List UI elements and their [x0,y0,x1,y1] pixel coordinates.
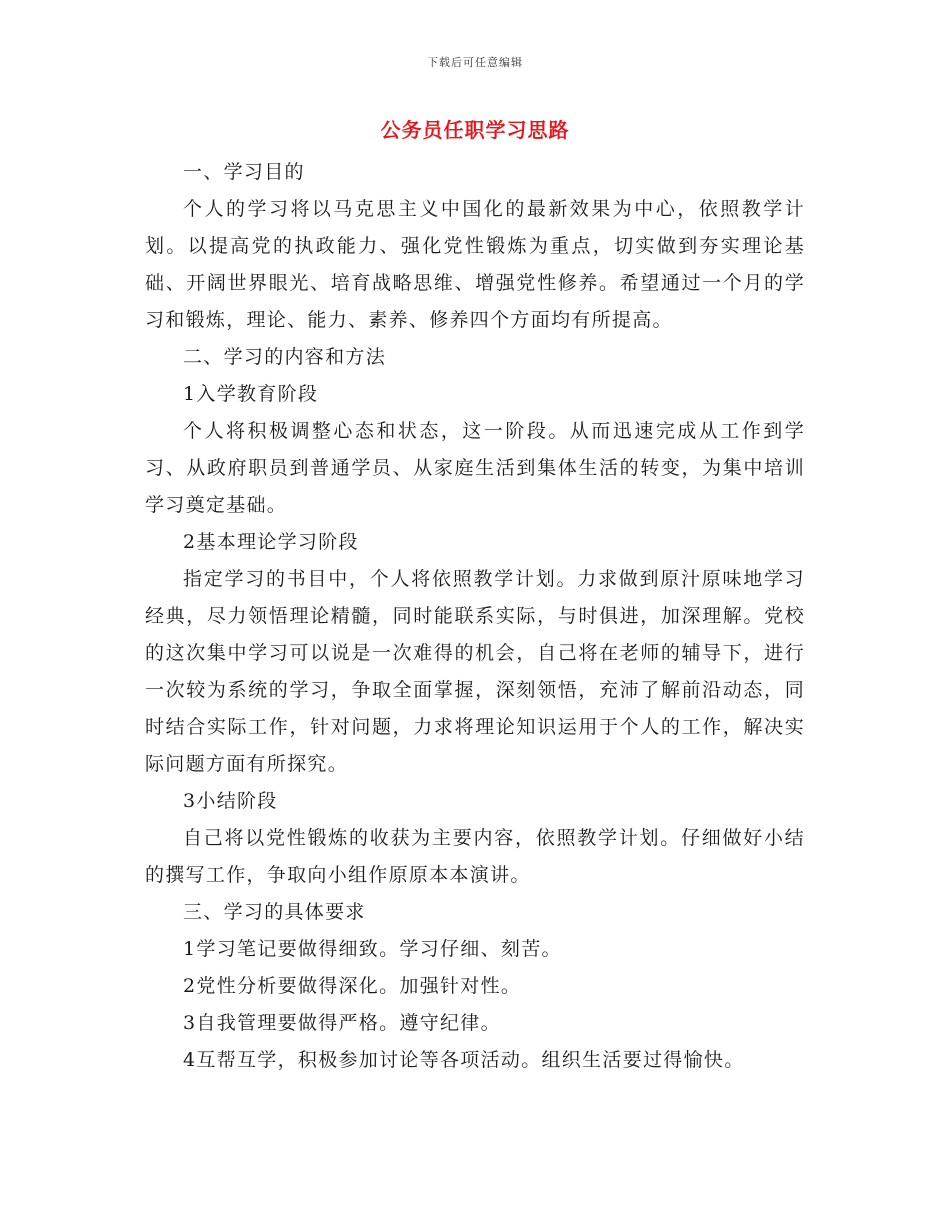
requirement-item-4: 4互帮互学，积极参加讨论等各项活动。组织生活要过得愉快。 [183,1049,745,1071]
subheading-stage-1: 1入学教育阶段 [183,383,319,405]
document-body [145,154,805,1079]
document-title: 公务员任职学习思路 [380,118,570,142]
section-heading-purpose: 一、学习目的 [183,161,305,183]
subheading-stage-3: 3小结阶段 [183,790,278,812]
subheading-stage-2: 2基本理论学习阶段 [183,531,359,553]
header-note: 下载后可任意编辑 [427,56,523,69]
requirement-item-3: 3自我管理要做得严格。遵守纪律。 [183,1012,501,1034]
requirement-item-1: 1学习笔记要做得细致。学习仔细、刻苦。 [183,938,562,960]
paragraph-stage-3: 自己将以党性锻炼的收获为主要内容，依照教学计划。仔细做好小结的撰写工作，争取向小组作原原本本演讲。 [145,827,805,886]
paragraph-stage-2: 指定学习的书目中，个人将依照教学计划。力求做到原汁原味地学习经典，尽力领悟理论精髓，同时能联系实际，与时俱进，加深理解。党校的这次集中学习可以说是一次难得的机会，自己将在老师的辅导下，进行一次较为系统的学习，争取全面掌握，深刻领悟，充沛了解前沿动态，同时结合实际工作，针对问题，力求将理论知识运用于个人的工作，解决实际问题方面有所探究。 [145,568,805,775]
paragraph-stage-1: 个人将积极调整心态和状态，这一阶段。从而迅速完成从工作到学习、从政府职员到普通学员、从家庭生活到集体生活的转变，为集中培训学习奠定基础。 [145,420,805,516]
paragraph-purpose: 个人的学习将以马克思主义中国化的最新效果为中心，依照教学计划。以提高党的执政能力、强化党性锻炼为重点，切实做到夯实理论基础、开阔世界眼光、培育战略思维、增强党性修养。希望通过一个月的学习和锻炼，理论、能力、素养、修养四个方面均有所提高。 [145,198,805,331]
section-heading-requirements: 三、学习的具体要求 [183,901,366,923]
requirement-item-2: 2党性分析要做得深化。加强针对性。 [183,975,522,997]
section-heading-content: 二、学习的内容和方法 [183,346,387,368]
